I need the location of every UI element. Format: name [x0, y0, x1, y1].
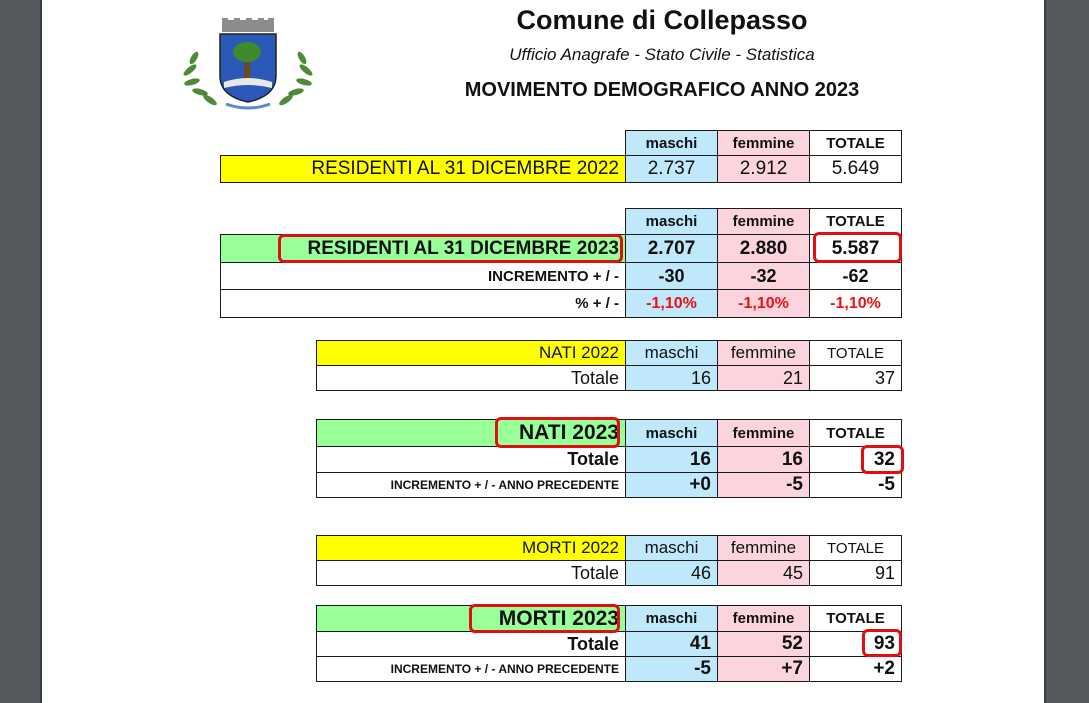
morti-2022-label: MORTI 2022: [316, 535, 626, 561]
nati-2022-maschi: 16: [625, 365, 718, 391]
morti-2022-maschi: 46: [625, 560, 718, 586]
nati-2023-inc-femmine: -5: [717, 472, 810, 498]
morti-2023-femmine: 52: [717, 631, 810, 657]
nati-2022-totale: 37: [809, 365, 902, 391]
residenti-pct-femmine: -1,10%: [717, 289, 810, 318]
col-header-totale: TOTALE: [809, 208, 902, 235]
col-header-femmine: femmine: [717, 208, 810, 235]
document-page: [40, 0, 1046, 703]
residenti-2023-femmine: 2.880: [717, 234, 810, 263]
col-header-femmine: femmine: [717, 130, 810, 156]
nati-2023-header-totale: TOTALE: [809, 419, 902, 447]
residenti-pct-maschi: -1,10%: [625, 289, 718, 318]
residenti-percent-label: % + / -: [220, 289, 626, 318]
residenti-2023-label: RESIDENTI AL 31 DICEMBRE 2023: [220, 234, 626, 263]
col-header-maschi: maschi: [625, 208, 718, 235]
nati-2023-inc-maschi: +0: [625, 472, 718, 498]
residenti-2022-femmine: 2.912: [717, 155, 810, 183]
residenti-pct-totale: -1,10%: [809, 289, 902, 318]
morti-2023-incremento-label: INCREMENTO + / - ANNO PRECEDENTE: [316, 656, 626, 682]
nati-2022-header-femmine: femmine: [717, 340, 810, 366]
residenti-inc-maschi: -30: [625, 262, 718, 290]
residenti-2023-totale: 5.587: [809, 234, 902, 263]
residenti-2022-label: RESIDENTI AL 31 DICEMBRE 2022: [220, 155, 626, 183]
residenti-2022-maschi: 2.737: [625, 155, 718, 183]
morti-2022-header-maschi: maschi: [625, 535, 718, 561]
residenti-inc-femmine: -32: [717, 262, 810, 290]
morti-2023-totale: 93: [809, 631, 902, 657]
morti-2022-totale: 91: [809, 560, 902, 586]
morti-2022-row-label: Totale: [316, 560, 626, 586]
page-title: Comune di Collepasso: [516, 5, 808, 35]
nati-2023-femmine: 16: [717, 446, 810, 473]
nati-2022-header-totale: TOTALE: [809, 340, 902, 366]
nati-2023-totale: 32: [809, 446, 902, 473]
nati-2022-label: NATI 2022: [316, 340, 626, 366]
morti-2023-inc-totale: +2: [809, 656, 902, 682]
coat-of-arms-icon: [180, 18, 316, 110]
nati-2023-maschi: 16: [625, 446, 718, 473]
morti-2022-femmine: 45: [717, 560, 810, 586]
nati-2022-row-label: Totale: [316, 365, 626, 391]
morti-2023-inc-femmine: +7: [717, 656, 810, 682]
residenti-incremento-label: INCREMENTO + / -: [220, 262, 626, 290]
nati-2023-header-maschi: maschi: [625, 419, 718, 447]
nati-2023-header-femmine: femmine: [717, 419, 810, 447]
morti-2023-label: MORTI 2023: [316, 605, 626, 632]
residenti-inc-totale: -62: [809, 262, 902, 290]
nati-2022-header-maschi: maschi: [625, 340, 718, 366]
morti-2023-header-femmine: femmine: [717, 605, 810, 632]
residenti-2023-maschi: 2.707: [625, 234, 718, 263]
nati-2023-inc-totale: -5: [809, 472, 902, 498]
morti-2023-maschi: 41: [625, 631, 718, 657]
morti-2022-header-femmine: femmine: [717, 535, 810, 561]
morti-2023-header-totale: TOTALE: [809, 605, 902, 632]
morti-2023-header-maschi: maschi: [625, 605, 718, 632]
col-header-totale: TOTALE: [809, 130, 902, 156]
residenti-2022-totale: 5.649: [809, 155, 902, 183]
nati-2022-femmine: 21: [717, 365, 810, 391]
nati-2023-incremento-label: INCREMENTO + / - ANNO PRECEDENTE: [316, 472, 626, 498]
report-heading: MOVIMENTO DEMOGRAFICO ANNO 2023: [464, 79, 860, 101]
morti-2023-inc-maschi: -5: [625, 656, 718, 682]
col-header-maschi: maschi: [625, 130, 718, 156]
page-subtitle: Ufficio Anagrafe - Stato Civile - Statistica: [509, 45, 815, 64]
morti-2022-header-totale: TOTALE: [809, 535, 902, 561]
nati-2023-row-label: Totale: [316, 446, 626, 473]
morti-2023-row-label: Totale: [316, 631, 626, 657]
nati-2023-label: NATI 2023: [316, 419, 626, 447]
